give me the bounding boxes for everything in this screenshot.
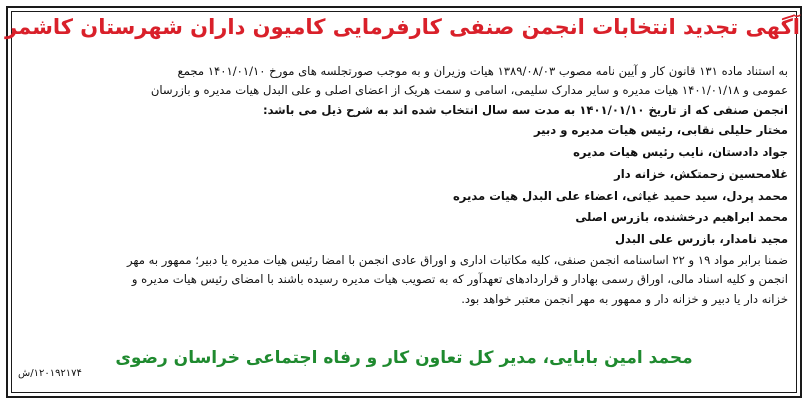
- member-item: جواد دادستان، نایب رئیس هیات مدیره: [573, 145, 788, 160]
- closing-line: انجمن و کلیه اسناد مالی، اوراق رسمی بهادار و قراردادهای تعهدآور که به تصویب هیات مدیره رسیده باشند با امضای رئیس هیات مدیره و: [131, 272, 788, 287]
- notice-title: آگهی تجدید انتخابات انجمن صنفی کارفرمایی کامیون داران شهرستان کاشمر: [5, 15, 800, 39]
- member-item: محمد پردل، سید حمید غیاثی، اعضاء علی البدل هیات مدیره: [452, 188, 788, 203]
- closing-line: ضمنا برابر مواد ۱۹ و ۲۲ اساسنامه انجمن صنفی، کلیه مکاتبات اداری و اوراق عادی انجمن با امضا رئیس هیات مدیره یا دبیر؛ ممهور به مهر: [127, 253, 788, 267]
- reference-code: ۱۲۰۱۹۲۱۷۴/ش: [18, 368, 82, 379]
- signature-line: محمد امین بابایی، مدیر کل تعاون کار و رفاه اجتماعی خراسان رضوی: [115, 348, 693, 368]
- notice-frame: [6, 6, 802, 398]
- intro-line: انجمن صنفی که از تاریخ ۱۴۰۱/۰۱/۱۰ به مدت سه سال انتخاب شده اند به شرح ذیل می باشد:: [262, 102, 788, 117]
- intro-line: به استناد ماده ۱۳۱ قانون کار و آیین نامه مصوب ۱۳۸۹/۰۸/۰۳ هیات وزیران و به موجب صورتجلسه های مورخ ۱۴۰۱/۰۱/۱۰ مجمع: [177, 64, 788, 78]
- member-item: مجید نامدار، بازرس علی البدل: [615, 232, 788, 247]
- member-item: محمد ابراهیم درخشنده، بازرس اصلی: [575, 210, 788, 225]
- notice-body: [20, 62, 788, 309]
- closing-line: خزانه دار یا دبیر و خزانه دار و ممهور به مهر انجمن معتبر خواهد بود.: [461, 291, 788, 306]
- member-item: غلامحسین زحمتکش، خزانه دار: [614, 166, 788, 181]
- intro-line: عمومی و ۱۴۰۱/۰۱/۱۸ هیات مدیره و سایر مدارک سلیمی، اسامی و سمت هریک از اعضای اصلی و علی البدل هیات مدیره و بازرسان: [150, 83, 788, 98]
- member-item: مختار حلیلی نقابی، رئیس هیات مدیره و دبیر: [533, 123, 788, 138]
